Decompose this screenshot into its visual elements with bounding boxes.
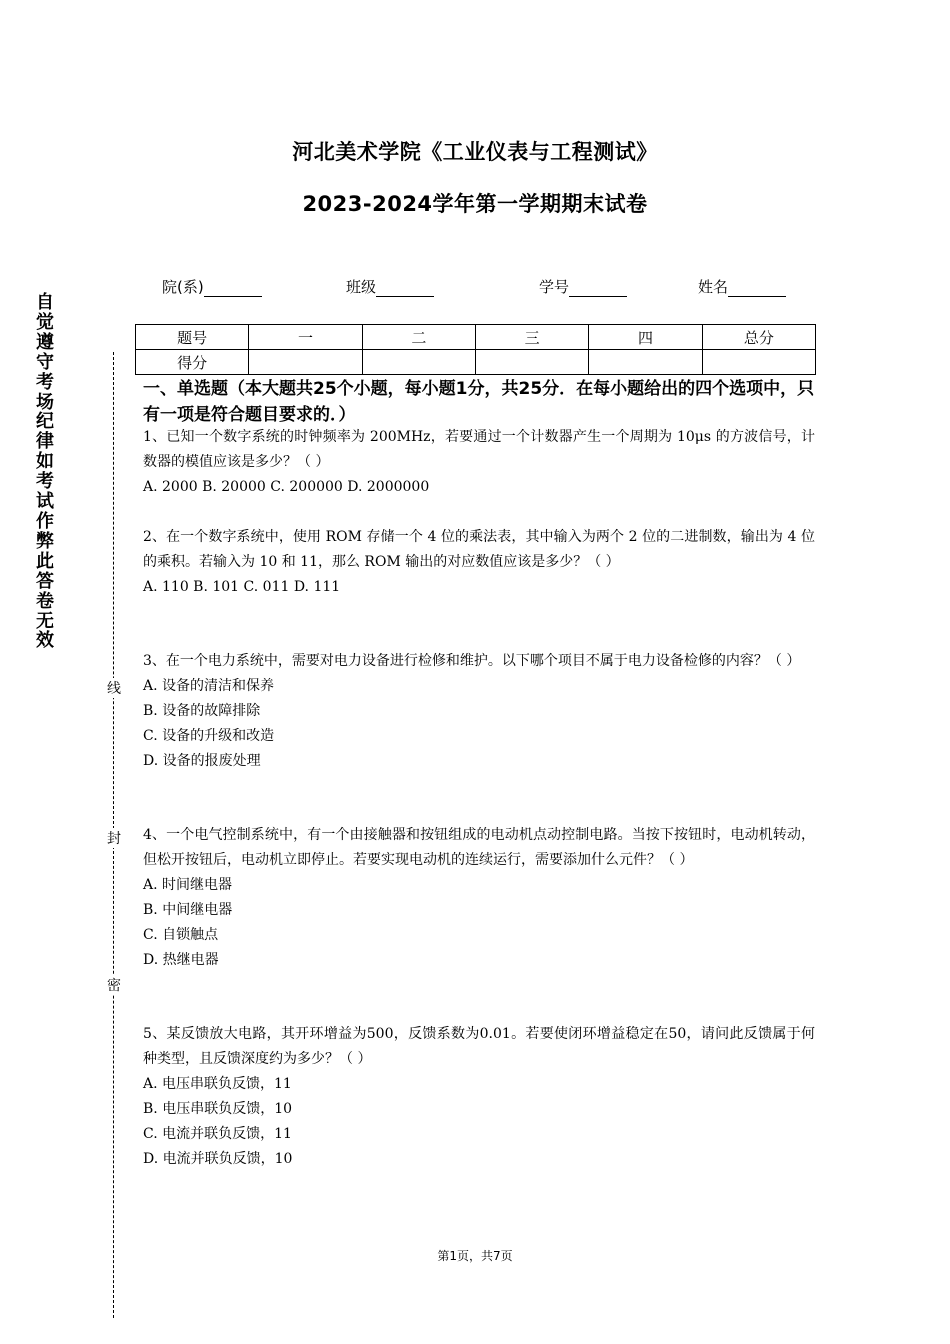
score-cell[interactable] (249, 350, 362, 375)
question-3 (143, 649, 815, 774)
score-cell[interactable] (702, 350, 815, 375)
question-stem: 4、一个电气控制系统中，有一个由接触器和按钮组成的电动机点动控制电路。当按下按钮时，电动机转动，但松开按钮后，电动机立即停止。若要实现电动机的连续运行，需要添加什么元件？（ ） (143, 827, 815, 868)
seal-seal-char: 封 (105, 828, 123, 848)
score-table-header-row (136, 325, 816, 350)
student-id-label: 学号 (539, 278, 570, 296)
question-stem: 2、在一个数字系统中，使用 ROM 存储一个 4 位的乘法表，其中输入为两个 2 位的二进制数，输出为 4 位的乘积。若输入为 10 和 11，那么 ROM 输出的对应数值应该是多少？（ ） (143, 529, 815, 570)
question-stem: 1、已知一个数字系统的时钟频率为 200MHz，若要通过一个计数器产生一个周期为 10μs 的方波信号，计数器的模值应该是多少？（ ） (143, 429, 815, 470)
class-field[interactable] (346, 276, 434, 297)
score-header-cell: 一 (249, 325, 362, 350)
option-d: D. 热继电器 (143, 952, 219, 968)
option-a: A. 设备的清洁和保养 (143, 678, 275, 694)
seal-close-char: 密 (105, 975, 123, 995)
exam-title: 河北美术学院《工业仪表与工程测试》 (292, 140, 658, 164)
score-cell[interactable] (362, 350, 475, 375)
question-stem: 5、某反馈放大电路，其开环增益为500，反馈系数为0.01。若要使闭环增益稳定在50，请问此反馈属于何种类型，且反馈深度约为多少？（ ） (143, 1026, 815, 1067)
option-a: A. 电压串联负反馈，11 (143, 1076, 292, 1092)
question-4 (143, 823, 815, 973)
option-b: B. 设备的故障排除 (143, 703, 261, 719)
question-options: A. 2000 B. 20000 C. 200000 D. 2000000 (143, 479, 430, 495)
question-5 (143, 1022, 815, 1172)
student-info-row (0, 276, 950, 298)
score-header-cell: 四 (589, 325, 702, 350)
option-c: C. 设备的升级和改造 (143, 728, 275, 744)
score-cell[interactable] (589, 350, 702, 375)
score-header-cell: 三 (475, 325, 588, 350)
option-a: A. 时间继电器 (143, 877, 233, 893)
exam-discipline-notice: 自觉遵守考场纪律如考试作弊此答卷无效 (36, 292, 54, 652)
option-b: B. 中间继电器 (143, 902, 233, 918)
class-label: 班级 (346, 278, 377, 296)
option-d: D. 电流并联负反馈，10 (143, 1151, 293, 1167)
class-blank[interactable] (376, 279, 434, 297)
score-header-cell: 题号 (136, 325, 249, 350)
score-cell[interactable] (475, 350, 588, 375)
option-b: B. 电压串联负反馈，10 (143, 1101, 293, 1117)
name-label: 姓名 (698, 278, 729, 296)
dept-field[interactable] (162, 276, 262, 297)
option-d: D. 设备的报废处理 (143, 753, 261, 769)
name-blank[interactable] (728, 279, 786, 297)
student-id-blank[interactable] (569, 279, 627, 297)
student-id-field[interactable] (539, 276, 627, 297)
name-field[interactable] (698, 276, 786, 297)
exam-subtitle: 2023-2024学年第一学期期末试卷 (302, 192, 648, 216)
score-row-label: 得分 (136, 350, 249, 375)
question-2 (143, 525, 815, 600)
page-number: 第1页，共7页 (437, 1249, 513, 1263)
score-table-score-row (136, 350, 816, 375)
section-1-heading: 一、单选题（本大题共25个小题，每小题1分，共25分．在每小题给出的四个选项中，只有一项是符合题目要求的．） (143, 379, 815, 425)
question-stem: 3、在一个电力系统中，需要对电力设备进行检修和维护。以下哪个项目不属于电力设备检修的内容？（ ） (143, 653, 801, 669)
option-c: C. 电流并联负反馈，11 (143, 1126, 292, 1142)
option-c: C. 自锁触点 (143, 927, 219, 943)
dept-label: 院(系) (162, 278, 204, 296)
question-options: A. 110 B. 101 C. 011 D. 111 (143, 579, 341, 595)
score-header-cell: 总分 (702, 325, 815, 350)
score-header-cell: 二 (362, 325, 475, 350)
dept-blank[interactable] (204, 279, 262, 297)
score-table (135, 324, 816, 375)
seal-line-char: 线 (105, 678, 123, 698)
question-1 (143, 425, 815, 500)
